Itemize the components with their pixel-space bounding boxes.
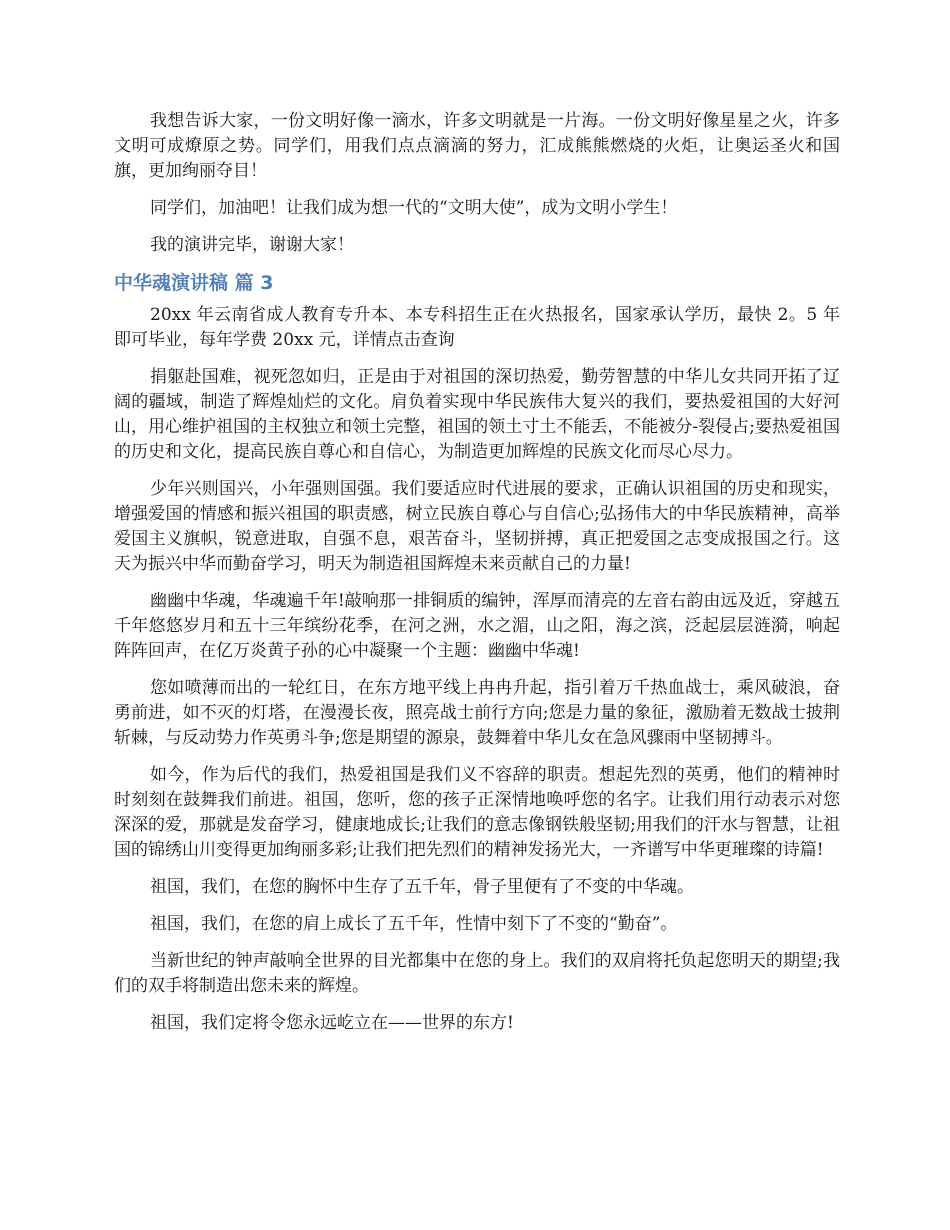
paragraph: 祖国，我们定将令您永远屹立在——世界的东方!: [150, 1013, 514, 1033]
paragraph: 当新世纪的钟声敲响全世界的目光都集中在您的身上。我们的双肩将托负起您明天的期望;我们的双手将制造出您未来的辉煌。: [114, 951, 840, 996]
paragraph: 我想告诉大家，一份文明好像一滴水，许多文明就是一片海。一份文明好像星星之火，许多文明可成燎原之势。同学们，用我们点点滴滴的努力，汇成熊熊燃烧的火炬，让奥运圣火和国旗，更加绚丽夺目！: [114, 111, 840, 181]
paragraph: 我的演讲完毕，谢谢大家！: [150, 235, 354, 255]
document-page: [114, 109, 840, 1048]
paragraph: 祖国，我们，在您的胸怀中生存了五千年，骨子里便有了不变的中华魂。: [150, 877, 694, 897]
paragraph: 您如喷薄而出的一轮红日，在东方地平线上冉冉升起，指引着万千热血战士，乘风破浪，奋勇前进，如不灭的灯塔，在漫漫长夜，照亮战士前行方向;您是力量的象征，激励着无数战士披荆斩棘，与反动势力作英勇斗争;您是期望的源泉，鼓舞着中华儿女在急风骤雨中坚韧搏斗。: [114, 678, 840, 748]
paragraph: 祖国，我们，在您的肩上成长了五千年，性情中刻下了不变的“勤奋”。: [150, 914, 678, 934]
paragraph: 幽幽中华魂，华魂遍千年!敲响那一排铜质的编钟，浑厚而清亮的左音右韵由远及近，穿越五千年悠悠岁月和五十三年缤纷花季，在河之洲，水之湄，山之阳，海之滨，泛起层层涟漪，响起阵阵回声，在亿万炎黄子孙的心中凝聚一个主题：幽幽中华魂!: [114, 591, 840, 661]
paragraph: 同学们，加油吧！让我们成为想一代的“文明大使”，成为文明小学生！: [150, 198, 678, 218]
section-title: 中华魂演讲稿 篇 3: [114, 272, 274, 294]
paragraph: 如今，作为后代的我们，热爱祖国是我们义不容辞的职责。想起先烈的英勇，他们的精神时时刻刻在鼓舞我们前进。祖国，您听，您的孩子正深情地唤呼您的名字。让我们用行动表示对您深深的爱，那就是发奋学习，健康地成长;让我们的意志像钢铁般坚韧;用我们的汗水与智慧，让祖国的锦绣山川变得更加绚丽多彩;让我们把先烈们的精神发扬光大，一齐谱写中华更璀璨的诗篇!: [114, 765, 840, 860]
ad-paragraph: 20xx 年云南省成人教育专升本、本专科招生正在火热报名，国家承认学历，最快 2。5 年即可毕业，每年学费 20xx 元，详情点击查询: [114, 305, 840, 350]
paragraph: 少年兴则国兴，小年强则国强。我们要适应时代进展的要求，正确认识祖国的历史和现实，增强爱国的情感和振兴祖国的职责感，树立民族自尊心与自信心;弘扬伟大的中华民族精神，高举爱国主义旗帜，锐意进取，自强不息，艰苦奋斗，坚韧拼搏，真正把爱国之志变成报国之行。这天为振兴中华而勤奋学习，明天为制造祖国辉煌未来贡献自己的力量!: [114, 479, 840, 574]
paragraph: 捐躯赴国难，视死忽如归，正是由于对祖国的深切热爱，勤劳智慧的中华儿女共同开拓了辽阔的疆域，制造了辉煌灿烂的文化。肩负着实现中华民族伟大复兴的我们，要热爱祖国的大好河山，用心维护祖国的主权独立和领土完整，祖国的领土寸土不能丢，不能被分-裂侵占;要热爱祖国的历史和文化，提高民族自尊心和自信心，为制造更加辉煌的民族文化而尽心尽力。: [114, 367, 840, 462]
